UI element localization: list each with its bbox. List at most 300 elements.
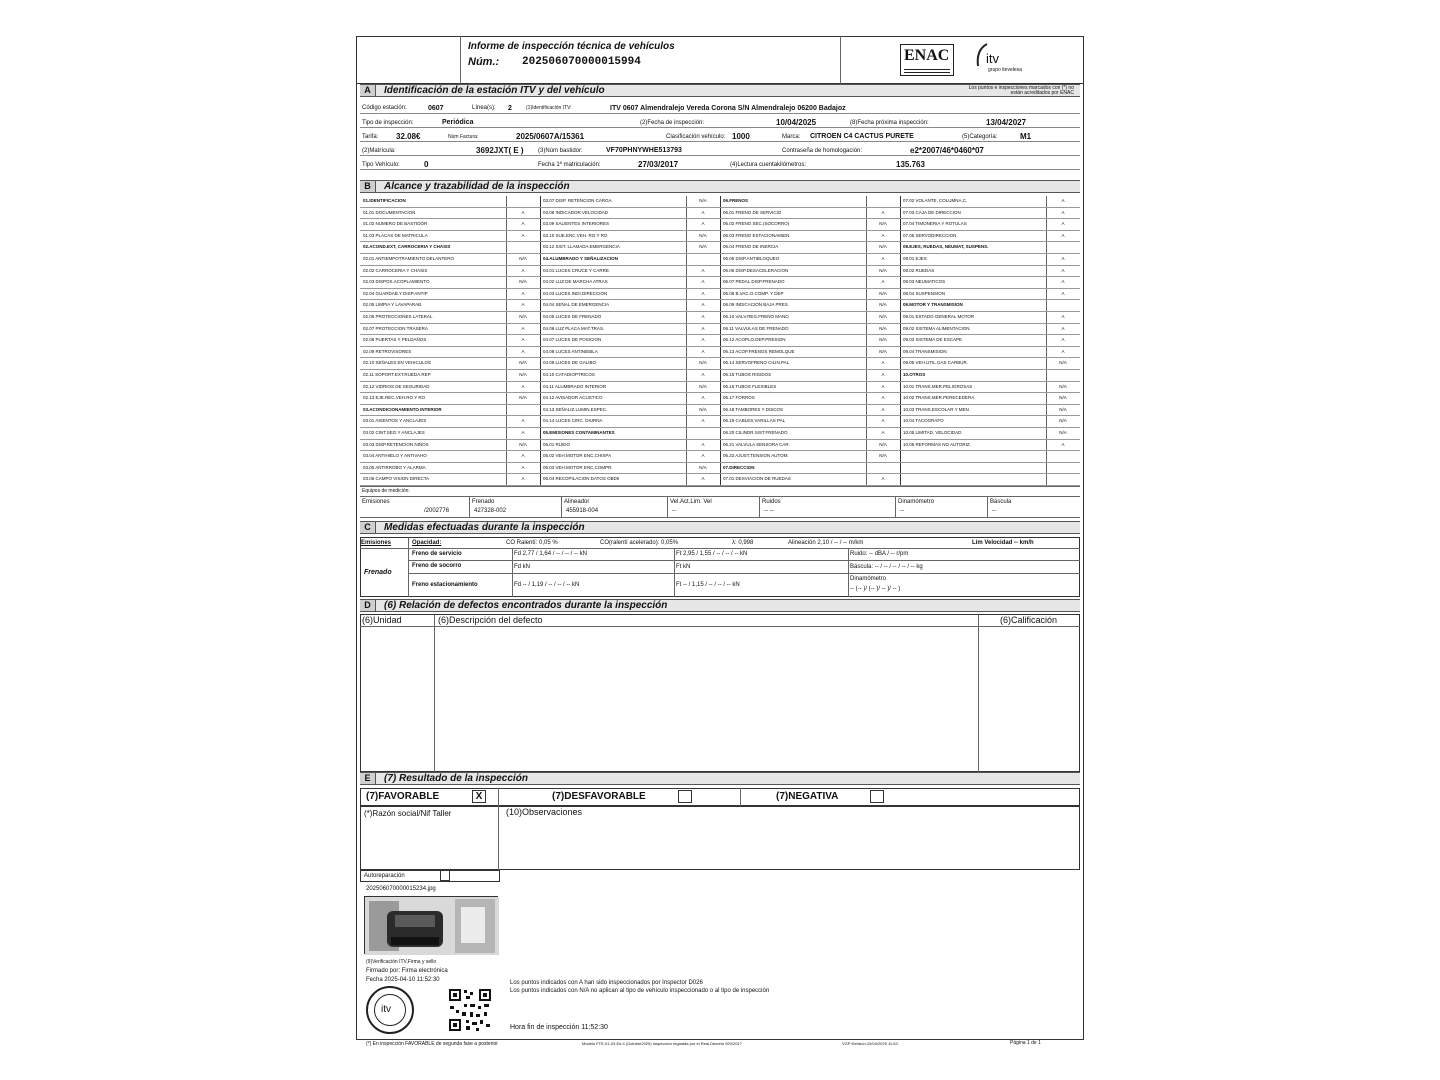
scope-item-row <box>720 358 900 370</box>
scope-item-result: N/A <box>879 441 887 447</box>
scope-item-label: 04.08 LUCES ANTINIEBLA <box>543 348 598 354</box>
scope-item-result: A <box>881 418 885 424</box>
equipo-value: 455918-004 <box>566 508 599 514</box>
scope-item-label: 06.05 DISP.ANTIBLOQUEO <box>723 256 780 261</box>
scope-item-result: N/A <box>879 325 887 331</box>
scope-item-result: A <box>701 325 705 331</box>
scope-item-label: 07.02 VOLANTE, COLUMNA,C. <box>903 198 968 203</box>
lambda: λ: 0,998 <box>732 540 754 546</box>
scope-item-label: 02.12 VIDRIOS DE SEGURIDAD <box>363 383 430 389</box>
scope-item-result: N/A <box>879 290 887 296</box>
tarifa-value: 32.08€ <box>396 132 421 141</box>
fecha-firma: Fecha 2025-04-10 11:52:30 <box>366 977 440 983</box>
scope-item-label: 02.01 ANTIEMPOTRAMIENTO DELANTERO <box>363 256 454 261</box>
factura-value: 2025/0607A/15361 <box>516 132 585 141</box>
scope-item-label: 02.02 CARROCERIA Y CHASIS <box>363 267 428 273</box>
scope-item-row <box>540 451 720 463</box>
scope-item-label: 04.ALUMBRADO Y SEÑALIZACION <box>543 256 618 261</box>
scope-item-label: 01.IDENTIFICACION <box>363 198 406 203</box>
scope-item-label: 02.09 RETROVISORES <box>363 348 412 354</box>
scope-item-row <box>720 335 900 347</box>
scope-item-result: N/A <box>879 267 887 273</box>
scope-item-label: 06.02 FRENO SEC.(SOCORRO) <box>723 221 790 227</box>
scope-item-label: 03.05 ANTIRROBO Y ALARMA <box>363 464 426 470</box>
clasificacion-label: Clasificación vehículo: <box>666 134 726 140</box>
section-b-header: B Alcance y trazabilidad de la inspección <box>360 180 1080 193</box>
ident-value: ITV 0607 Almendralejo Vereda Corona S/N Almendralejo 06200 Badajoz <box>610 105 846 112</box>
scope-item-label: 05.03 VEH.MOTOR ENC.COMPR. <box>543 464 613 470</box>
scope-item-result: N/A <box>519 441 527 447</box>
scope-item-result: N/A <box>699 383 707 389</box>
emisiones-label: Emisiones <box>361 540 392 546</box>
scope-item-label: 03.06 CAMPO VISION DIRECTA <box>363 476 430 482</box>
scope-item-row <box>360 219 540 231</box>
scope-item-row <box>540 393 720 405</box>
scope-item-result: A <box>1061 198 1065 203</box>
fecha-proxima-label: (8)Fecha próxima inspección: <box>850 120 929 126</box>
tipo-vehiculo-label: Tipo Vehículo: <box>362 162 400 168</box>
scope-item-result: N/A <box>699 232 707 238</box>
scope-item-label: 07.01 DESVIACION DE RUEDAS <box>723 476 791 482</box>
scope-item-label: 09.03 SISTEMA DE ESCAPE <box>903 337 963 343</box>
scope-item-label: 08.04 SUSPENSION <box>903 290 946 296</box>
scope-item-result: A <box>881 279 885 285</box>
freno-servicio-ft: Ft 2,95 / 1,55 / -- / -- / -- kN <box>676 551 748 557</box>
scope-item-label: 02.10 SEÑALES EN VEHICULOS <box>363 360 432 366</box>
scope-item-row <box>360 416 540 428</box>
scope-item-row <box>720 266 900 278</box>
scope-item-label: 04.05 LUCES DE FRENADO <box>543 314 602 319</box>
scope-item-label: 06.16 TUBOS FLEXIBLES <box>723 383 777 389</box>
scope-item-result: N/A <box>699 360 707 366</box>
itv-logo: itv grupo itevelesa <box>974 42 1034 78</box>
scope-item-result: A <box>1061 256 1065 261</box>
scope-item-result: N/A <box>879 337 887 343</box>
equipo-value: -- <box>672 508 676 514</box>
scope-item-result: N/A <box>699 464 707 470</box>
scope-item-result: A <box>1061 232 1065 238</box>
scope-item-row <box>360 277 540 289</box>
scope-item-row <box>720 405 900 417</box>
scope-item-result: N/A <box>879 348 887 354</box>
scope-item-row <box>900 463 1080 475</box>
scope-item-label: 07.DIRECCION <box>723 464 755 470</box>
scope-item-label: 07.05 SERVODIRECCION <box>903 232 957 238</box>
scope-item-result: A <box>1061 314 1065 319</box>
scope-item-row <box>540 358 720 370</box>
negativa-label: (7)NEGATIVA <box>776 791 839 802</box>
scope-item-label: 09.02 SISTEMA ALIMENTACION <box>903 325 970 331</box>
scope-item-row <box>540 219 720 231</box>
scope-item-row <box>720 231 900 243</box>
scope-item-row <box>720 208 900 220</box>
scope-item-row <box>360 266 540 278</box>
tipo-vehiculo-value: 0 <box>424 160 429 169</box>
scope-group-heading <box>360 242 540 254</box>
ident-label: (1)Identificación ITV: <box>526 105 572 111</box>
scope-item-result: A <box>881 232 885 238</box>
frenado-label: Frenado <box>364 569 392 576</box>
scope-item-result: A <box>521 267 525 273</box>
dinamometro-label: Dinamómetro <box>850 576 887 582</box>
scope-item-result: A <box>701 221 705 227</box>
scope-item-result: N/A <box>1059 395 1067 401</box>
scope-item-row <box>720 474 900 486</box>
nota-inspector: Los puntos indicados con A han sido inspeccionados por Inspector D026 <box>510 980 703 986</box>
scope-item-result: A <box>521 221 525 227</box>
scope-item-row <box>720 428 900 440</box>
scope-item-result: N/A <box>699 406 707 412</box>
negativa-checkbox[interactable] <box>870 790 884 803</box>
scope-item-result: A <box>701 337 705 343</box>
equipo-label: Báscula <box>990 499 1012 505</box>
scope-item-label: 06.06 DISP.DESACELERACION <box>723 267 789 273</box>
scope-item-result: A <box>881 360 885 366</box>
linea-label: Línea(s): <box>472 105 496 111</box>
scope-item-result: N/A <box>1059 383 1067 389</box>
scope-item-label: 03.12 SIST. LLAMADA EMERGENCIA <box>543 244 620 250</box>
scope-item-label: 03.01 ASIENTOS Y ANCLAJES <box>363 418 427 424</box>
scope-item-label: 02.05 LIMPIA Y LAVAPARAB. <box>363 302 423 308</box>
tipo-inspeccion-label: Tipo de inspección: <box>362 120 414 126</box>
scope-item-label: 06.15 TUBOS RIGIDOS <box>723 372 772 377</box>
scope-item-label: 04.11 ALUMBRADO INTERIOR <box>543 383 607 389</box>
scope-item-result: A <box>1061 337 1065 343</box>
fecha-inspeccion-label: (2)Fecha de inspección: <box>640 120 705 126</box>
footer-center: Modelo FTE-01-03 Ed.4 (Octubre2020) Inspección regulada por el Real Decreto 920/2017 <box>582 1041 742 1046</box>
marca-label: Marca: <box>782 134 801 140</box>
razon-social-label: (*)Razón social/Nif Taller <box>364 809 452 818</box>
scope-item-label: 06.17 FORROS <box>723 395 755 401</box>
scope-item-row <box>360 370 540 382</box>
scope-item-row <box>900 393 1080 405</box>
scope-item-result: A <box>701 209 705 215</box>
co-ralenti: CO Ralentí: 0,05 % <box>506 540 558 546</box>
measurements-box <box>360 537 1080 597</box>
scope-item-result: A <box>1061 441 1065 447</box>
marca-value: CITROEN C4 CACTUS PURETE <box>810 133 914 140</box>
freno-socorro-label: Freno de socorro <box>412 563 462 569</box>
scope-item-row <box>360 231 540 243</box>
scope-item-row <box>900 324 1080 336</box>
scope-item-label: 06.04 FRENO DE INERCIA <box>723 244 779 250</box>
scope-item-result: A <box>701 441 705 447</box>
categoria-label: (5)Categoría: <box>962 134 998 140</box>
scope-item-label: 04.06 LUZ PLACA MAT.TRAS. <box>543 325 605 331</box>
firmado-label: Firmado por: Firma electrónica <box>366 968 448 974</box>
scope-item-row <box>720 254 900 266</box>
scope-item-row <box>900 196 1080 208</box>
lectura-label: (4)Lectura cuentakilómetros: <box>730 162 807 168</box>
scope-item-label: 06.12 ACOPLO.DEP.PRESION <box>723 337 786 343</box>
scope-item-row <box>900 254 1080 266</box>
scope-item-row <box>900 416 1080 428</box>
scope-item-label: 09.05 VEH.UTIL.GAS CARBUR. <box>903 360 969 366</box>
codigo-label: Código estación: <box>362 105 407 111</box>
scope-item-result: A <box>521 383 525 389</box>
equipos-label: Equipos de medición: <box>362 488 410 494</box>
freno-servicio-fd: Fd 2,77 / 1,64 / -- / -- / -- kN <box>514 551 588 557</box>
scope-item-label: 03.09 SALIENTES INTERIORES <box>543 221 610 227</box>
scope-item-row <box>360 382 540 394</box>
scope-item-result: A <box>521 337 525 343</box>
opacidad-label: Opacidad: <box>412 540 442 546</box>
vehicle-photo <box>364 896 498 954</box>
scope-item-label: 03.04 ANTIHIELO Y ANTIVAHO <box>363 453 427 459</box>
scope-item-row <box>360 393 540 405</box>
scope-item-result: A <box>1061 209 1065 215</box>
scope-item-result: A <box>701 372 705 377</box>
scope-group-heading <box>360 196 540 208</box>
scope-item-row <box>540 347 720 359</box>
scope-item-result: N/A <box>519 314 527 319</box>
tarifa-label: Tarifa: <box>362 134 379 140</box>
scope-item-label: 02.07 PROTECCION TRASERA <box>363 325 428 331</box>
inspection-scope-grid <box>360 196 1080 486</box>
enac-logo: ENAC <box>900 44 954 76</box>
scope-item-row <box>360 335 540 347</box>
scope-item-row <box>720 393 900 405</box>
scope-item-row <box>540 324 720 336</box>
scope-item-result: A <box>881 209 885 215</box>
scope-item-row <box>720 289 900 301</box>
scope-item-label: 04.13 SEÑALIZ.LUMIN.ESPEC. <box>543 406 608 412</box>
scope-item-row <box>540 370 720 382</box>
scope-item-label: 04.10 CATADIOPTRICOS <box>543 372 595 377</box>
scope-item-row <box>360 440 540 452</box>
observaciones-label: (10)Observaciones <box>506 807 583 817</box>
section-a-header: A Identificación de la estación ITV y del vehículo Los puntos e inspecciones marcados con (*) no están acreditados por ENAC <box>360 84 1080 97</box>
scope-item-label: 03.08 INDICADOR VELOCIDAD <box>543 209 609 215</box>
linea-value: 2 <box>508 105 512 112</box>
scope-item-row <box>900 440 1080 452</box>
hora-fin-inspeccion: Hora fin de inspección 11:52:30 <box>510 1024 608 1031</box>
scope-item-label: 01.01 DOCUMENTACION <box>363 209 416 215</box>
scope-group-heading <box>900 300 1080 312</box>
scope-group-heading <box>900 370 1080 382</box>
scope-item-result: A <box>521 464 525 470</box>
desfavorable-label: (7)DESFAVORABLE <box>552 791 646 802</box>
scope-item-row <box>360 428 540 440</box>
scope-item-row <box>720 347 900 359</box>
freno-estacionamiento-ft: Ft -- / 1,15 / -- / -- / -- kN <box>676 582 740 588</box>
scope-item-label: 06.03 FRENO ESTACIONAMIEN. <box>723 232 791 238</box>
scope-item-row <box>540 474 720 486</box>
scope-item-row <box>540 277 720 289</box>
section-c-header: C Medidas efectuadas durante la inspección <box>360 521 1080 534</box>
scope-item-row <box>360 324 540 336</box>
scope-item-label: 06.18 TAMBORES Y DISCOS <box>723 406 783 412</box>
scope-group-heading <box>900 242 1080 254</box>
scope-item-row <box>720 370 900 382</box>
scope-item-result: A <box>881 430 885 435</box>
scope-item-result: N/A <box>879 314 887 319</box>
lim-velocidad: Lim Velocidad -- km/h <box>972 540 1034 546</box>
scope-item-result: N/A <box>1059 360 1067 366</box>
scope-item-result: N/A <box>879 302 887 308</box>
scope-item-result: N/A <box>1059 430 1067 435</box>
scope-item-label: 06.01 FRENO DE SERVICIO <box>723 209 782 215</box>
freno-socorro-ft: Ft kN <box>676 564 691 570</box>
scope-item-result: A <box>881 383 885 389</box>
scope-item-label: 06.20 CILINDR.SIST.FRENADO <box>723 430 788 435</box>
scope-item-row <box>900 451 1080 463</box>
tipo-inspeccion-value: Periódica <box>442 119 474 126</box>
scope-item-row <box>720 300 900 312</box>
scope-item-label: 07.03 CAJA DE DIRECCION <box>903 209 961 215</box>
scope-item-row <box>900 428 1080 440</box>
scope-group-heading <box>720 196 900 208</box>
scope-item-label: 06.10 VALV.REG.FRENO MANO <box>723 314 789 319</box>
scope-item-label: 01.03 PLACAS DE MATRICULA <box>363 232 428 238</box>
scope-item-row <box>720 242 900 254</box>
autorreparacion-checkbox[interactable] <box>440 870 450 881</box>
scope-item-result: A <box>1061 325 1065 331</box>
bastidor-label: (3)Núm bastidor: <box>538 148 583 154</box>
scope-item-row <box>540 300 720 312</box>
scope-item-row <box>540 335 720 347</box>
scope-item-result: A <box>521 453 525 459</box>
scope-item-label: 02.06 PROTECCIONES LATERAL <box>363 314 433 319</box>
scope-item-label: 10.OTROS <box>903 372 926 377</box>
scope-item-label: 02.08 PUERTAS Y PELDAÑOS <box>363 337 427 343</box>
scope-item-row <box>540 463 720 475</box>
scope-item-result: A <box>701 314 705 319</box>
scope-item-label: 03.ACONDICIONAMIENTO INTERIOR <box>363 406 442 412</box>
codigo-value: 0607 <box>428 105 444 112</box>
scope-item-label: 06.FRENOS <box>723 198 749 203</box>
section-d-header: D (6) Relación de defectos encontrados durante la inspección <box>360 599 1080 612</box>
inspection-report-page <box>356 36 1084 1050</box>
scope-item-result: N/A <box>519 360 527 366</box>
scope-item-result: A <box>701 395 705 401</box>
scope-group-heading <box>720 463 900 475</box>
scope-item-result: A <box>521 430 525 435</box>
scope-item-result: A <box>521 325 525 331</box>
scope-item-row <box>900 474 1080 486</box>
enac-note: Los puntos e inspecciones marcados con (*) no están acreditados por ENAC <box>968 85 1074 96</box>
photo-filename: 202506070000015234.jpg <box>366 886 436 892</box>
scope-item-label: 02.13 EJE.REC.VEH.RO Y RO <box>363 395 426 401</box>
scope-item-label: 07.04 TIMONERIA Y ROTULAS <box>903 221 967 227</box>
report-title: Informe de inspección técnica de vehículos <box>468 41 675 52</box>
scope-item-result: A <box>1061 348 1065 354</box>
equipo-label: Vel.Act.Lim. Vel <box>670 499 712 505</box>
scope-item-result: A <box>1061 279 1065 285</box>
equipo-value: 427328-002 <box>474 508 507 514</box>
scope-item-row <box>360 289 540 301</box>
scope-item-row <box>540 242 720 254</box>
scope-item-row <box>360 451 540 463</box>
scope-item-label: 05.02 VEH.MOTOR ENC.CHISPA <box>543 453 612 459</box>
nota-no-aplica: Los puntos indicados con N/A no aplican al tipo de vehículo inspeccionado o al tipo de inspección <box>510 988 770 994</box>
scope-item-row <box>540 440 720 452</box>
scope-item-label: 06.09 INDICACION BAJA PRES. <box>723 302 790 308</box>
scope-item-label: 04.02 LUZ DE MARCHA ATRAS <box>543 279 608 285</box>
scope-item-result: A <box>1061 221 1065 227</box>
scope-item-label: 06.07 PEDAL DISP.FRENADO <box>723 279 785 285</box>
scope-item-label: 06.08 B.VAC.O.COMP. Y DEP <box>723 290 784 296</box>
favorable-checkbox[interactable]: X <box>472 790 486 803</box>
scope-item-label: 10.05 LIMITAD. VELOCIDAD <box>903 430 962 435</box>
scope-item-result: A <box>881 476 885 482</box>
scope-item-row <box>720 451 900 463</box>
scope-item-result: A <box>701 279 705 285</box>
scope-item-label: 02.11 SOPORT.EXT.RUEDA.REP. <box>363 372 432 377</box>
equipo-label: Alineador <box>564 499 590 505</box>
matricula-label: (2)Matrícula: <box>362 148 396 154</box>
scope-item-row <box>720 312 900 324</box>
scope-item-label: 08.01 EJES <box>903 256 927 261</box>
scope-item-row <box>720 219 900 231</box>
scope-item-result: N/A <box>519 395 527 401</box>
scope-item-result: N/A <box>1059 418 1067 424</box>
autorreparacion-label: Autoreparación <box>364 873 405 879</box>
fecha-inspeccion-value: 10/04/2025 <box>776 118 817 127</box>
scope-item-label: 08.EJES, RUEDAS, NEUMAT, SUSPENS. <box>903 244 989 250</box>
scope-group-heading <box>540 428 720 440</box>
scope-item-label: 03.02 CINT.SEG.Y ANCLAJES <box>363 430 425 435</box>
scope-item-label: 06.13 ACOP.FRENOS REMOLQUE <box>723 348 795 354</box>
scope-item-row <box>360 347 540 359</box>
scope-item-row <box>360 254 540 266</box>
scope-item-result: N/A <box>879 221 887 227</box>
scope-item-result: N/A <box>699 244 707 250</box>
alineacion: Alineación 2,10 / -- / -- m/km <box>788 540 864 546</box>
scope-item-result: A <box>701 302 705 308</box>
scope-item-result: A <box>881 406 885 412</box>
scope-item-row <box>900 231 1080 243</box>
footer-left: (*) En inspección FAVORABLE de segunda fase a posterior <box>366 1041 498 1047</box>
equipo-label: Dinamómetro <box>898 499 935 505</box>
ruido: Ruido: -- dBA / -- r/pm <box>850 551 909 557</box>
dinamometro-value: -- (-- )/ (-- )/ -- )/ -- ) <box>850 586 901 592</box>
scope-item-result: A <box>701 476 705 482</box>
scope-item-row <box>540 196 720 208</box>
contrasena-value: e2*2007/46*0460*07 <box>910 146 984 155</box>
col-calificacion: (6)Calificación <box>1000 615 1058 625</box>
scope-item-result: A <box>701 418 705 424</box>
scope-item-result: N/A <box>519 256 527 261</box>
fecha-proxima-value: 13/04/2027 <box>986 118 1027 127</box>
scope-item-result: A <box>701 290 705 296</box>
scope-item-result: N/A <box>519 279 527 285</box>
scope-item-result: A <box>521 232 525 238</box>
contrasena-label: Contraseña de homologación: <box>782 148 863 154</box>
scope-item-label: 04.07 LUCES DE POSICION <box>543 337 602 343</box>
scope-item-label: 10.02 TRANS.MER.PERECEDERA <box>903 395 975 401</box>
scope-item-row <box>540 312 720 324</box>
desfavorable-checkbox[interactable] <box>678 790 692 803</box>
lectura-value: 135.763 <box>896 160 925 169</box>
report-number: 202506070000015994 <box>522 56 641 68</box>
scope-item-row <box>540 416 720 428</box>
scope-item-row <box>540 405 720 417</box>
equipos-row <box>360 496 1080 518</box>
scope-item-row <box>900 208 1080 220</box>
scope-item-label: 08.02 RUEDAS <box>903 267 935 273</box>
qr-code-icon <box>448 988 492 1032</box>
scope-item-label: 04.01 LUCES CRUCE Y CARRE. <box>543 267 611 273</box>
equipo-value: /2002776 <box>424 508 450 514</box>
scope-item-label: 05.01 RUIDO <box>543 441 571 447</box>
scope-item-label: 08.03 NEUMATICOS <box>903 279 946 285</box>
equipo-value: -- -- <box>764 508 774 514</box>
scope-item-label: 02.03 DISPOS.ACOPLAMIENTO <box>363 279 430 285</box>
scope-item-result: A <box>521 418 525 424</box>
equipo-label: Ruidos <box>762 499 781 505</box>
bastidor-value: VF70PHNYWHE513793 <box>606 147 682 154</box>
